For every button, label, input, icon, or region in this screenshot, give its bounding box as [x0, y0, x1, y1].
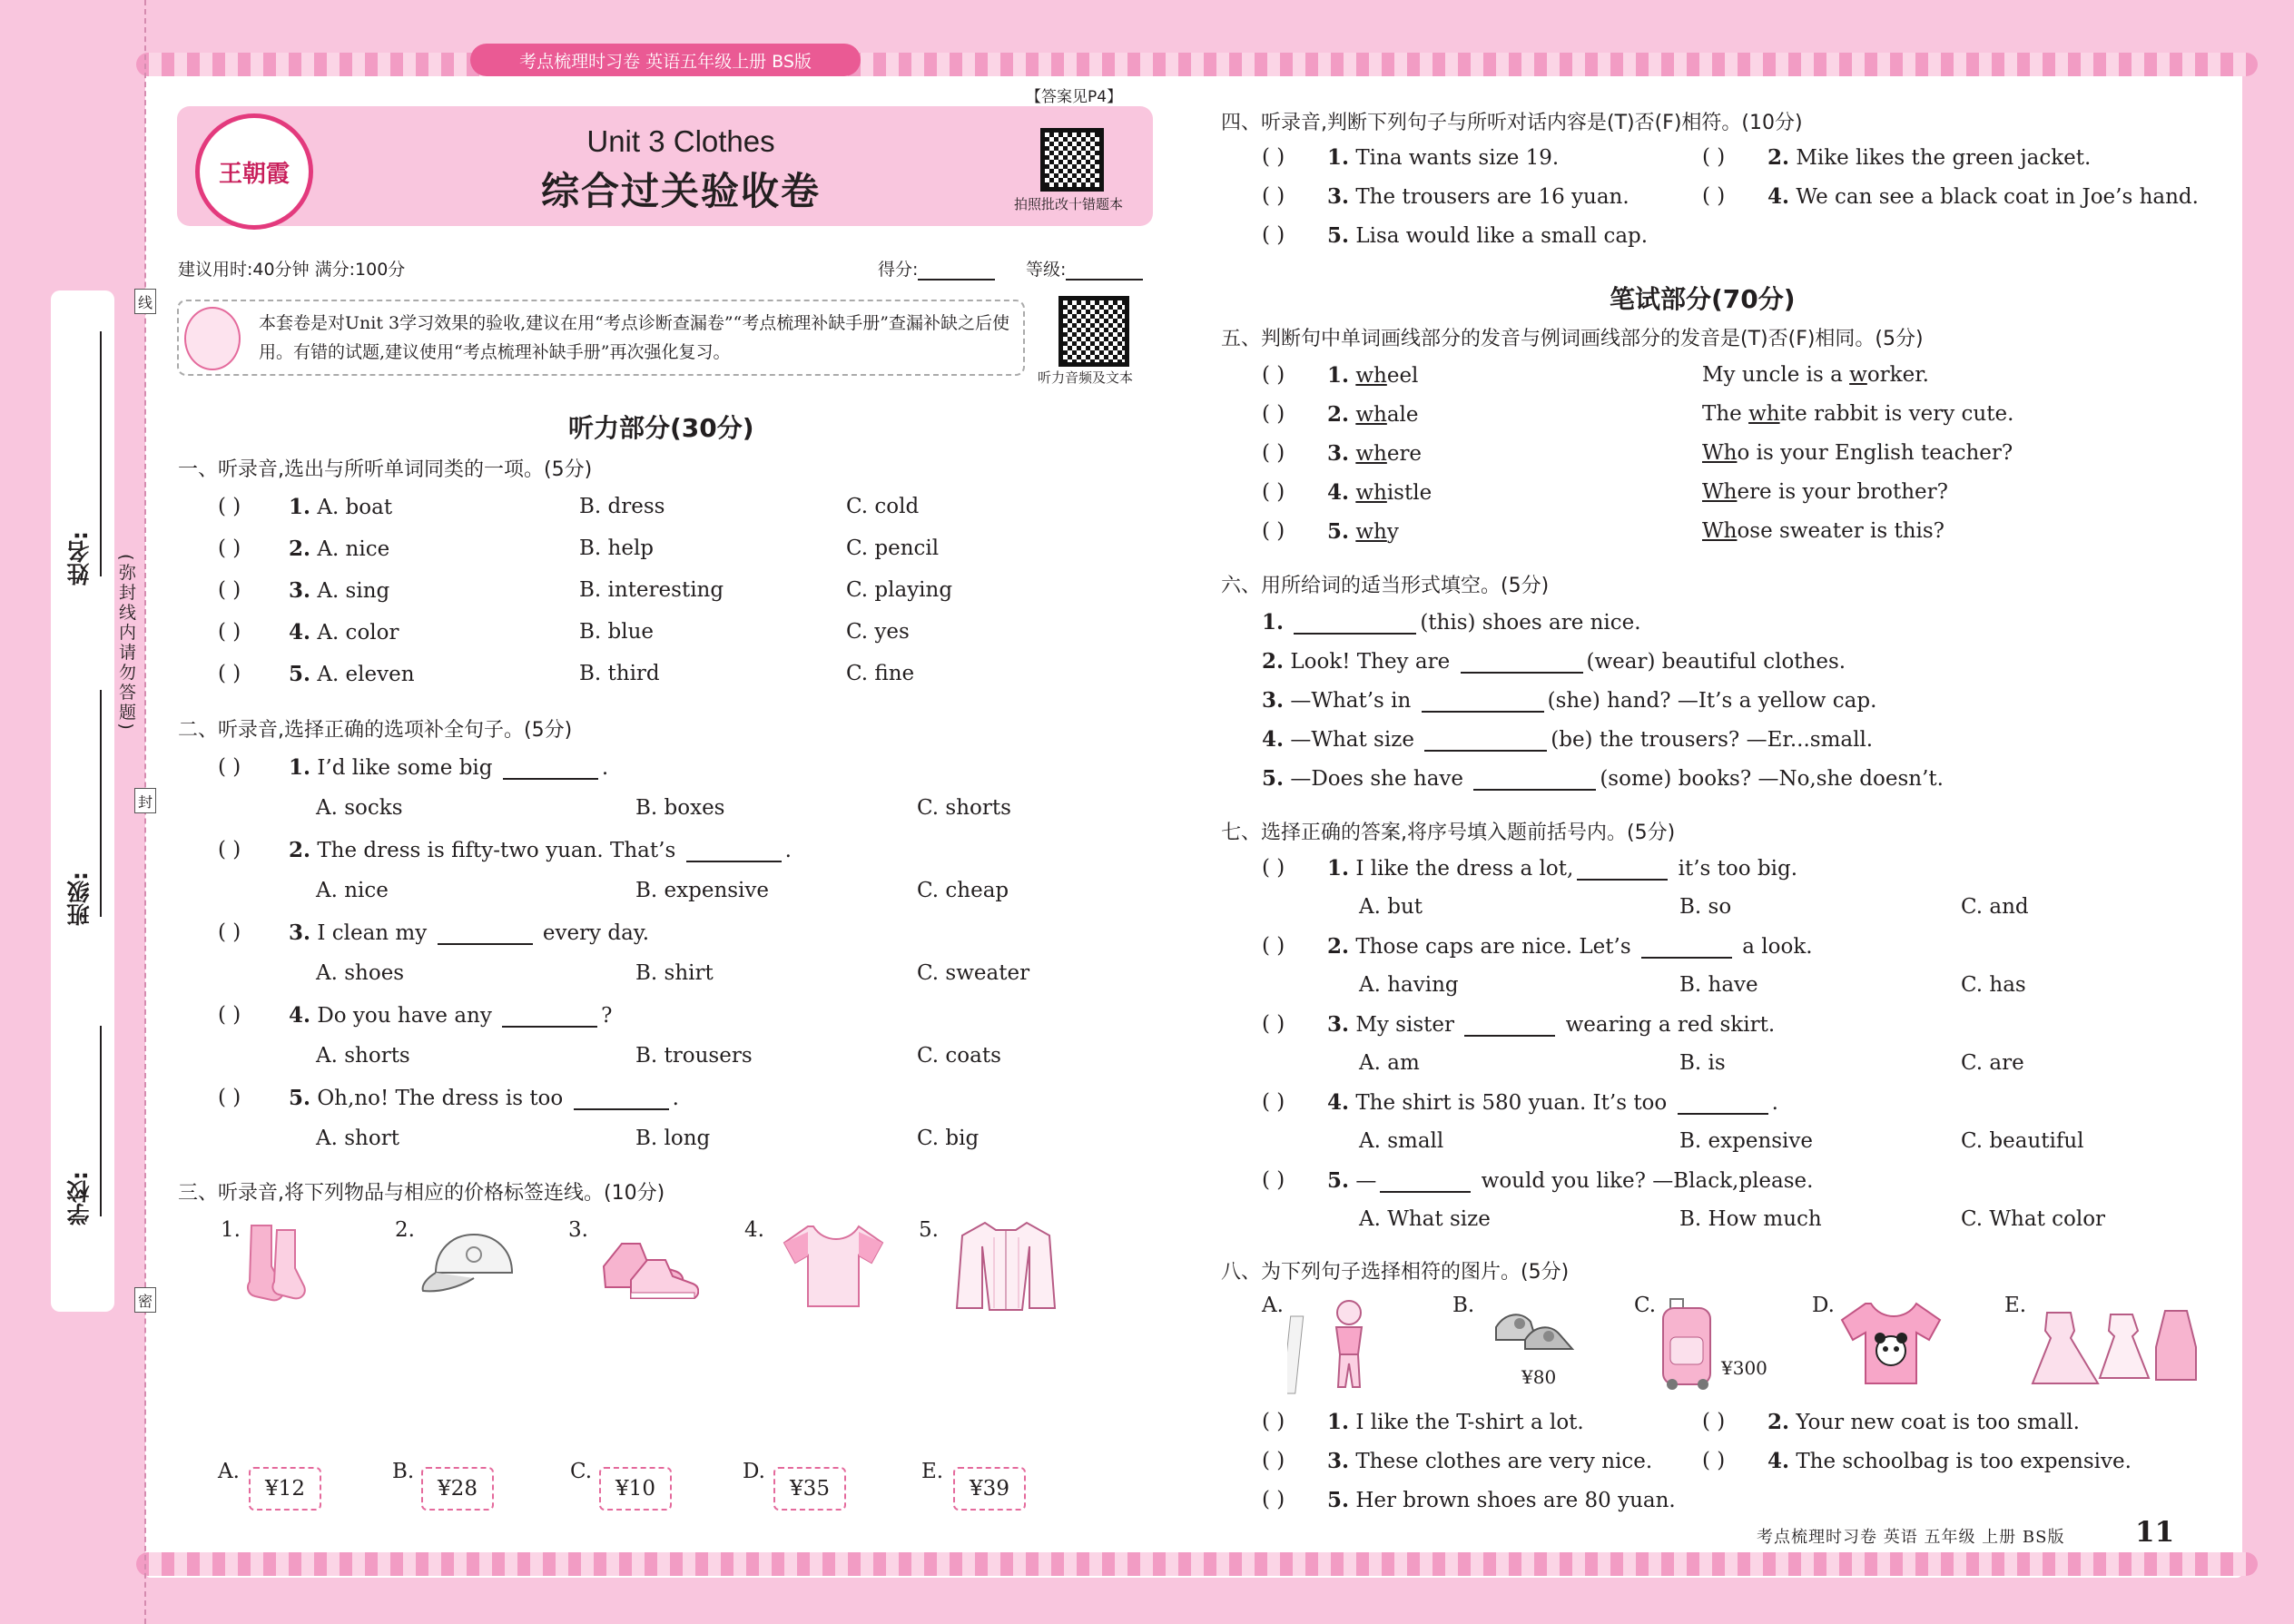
- girl-mirror-icon: [1287, 1296, 1392, 1396]
- option-b: B. is: [1679, 1051, 1726, 1075]
- class-field-label: 班级:: [66, 871, 93, 926]
- sentence-start: The dress is fifty-two yuan. That’s: [317, 839, 683, 862]
- sentence-end: every day.: [536, 921, 650, 945]
- question-number: 1.: [1262, 610, 1285, 635]
- price-tag[interactable]: ¥35: [773, 1467, 846, 1511]
- question-number: 4.: [1767, 1449, 1790, 1473]
- cut-mark-line: 线: [134, 289, 156, 314]
- class-field-line[interactable]: [100, 690, 102, 917]
- question-number: 4.: [289, 620, 311, 645]
- question-number: 4.: [1327, 1090, 1350, 1115]
- item-number: 1.: [221, 1218, 241, 1242]
- sentence-end: (some) books? —No,she doesn’t.: [1600, 767, 1944, 791]
- bottom-wave-border: [136, 1552, 2258, 1576]
- option-b: B. so: [1679, 895, 1732, 919]
- answer-blank[interactable]: [1422, 711, 1544, 713]
- question-number: 3.: [1327, 1012, 1350, 1037]
- question-number: 2.: [1327, 934, 1350, 959]
- item-number: 4.: [744, 1218, 764, 1242]
- picture-letter: A.: [1262, 1294, 1284, 1317]
- option-a: A. small: [1359, 1129, 1444, 1153]
- example-sentence: [1702, 519, 1944, 543]
- answer-parentheses[interactable]: ( ): [1262, 402, 1285, 426]
- option-c: C. pencil: [846, 536, 940, 560]
- answer-parentheses[interactable]: ( ): [218, 495, 241, 518]
- example-rest: ite rabbit is very cute.: [1779, 402, 2014, 426]
- tshirt-icon: [781, 1221, 885, 1312]
- tf-statement: [1327, 145, 1559, 170]
- sentence-start: I like the dress a lot,: [1355, 857, 1574, 881]
- question-number: 1.: [1327, 363, 1350, 388]
- price-letter: A.: [218, 1460, 240, 1483]
- price-letter: C.: [570, 1460, 593, 1483]
- section4-title: 四、听录音,判断下列句子与所听对话内容是(T)否(F)相符。(10分): [1221, 112, 1803, 134]
- answer-parentheses[interactable]: ( ): [1262, 363, 1285, 387]
- answer-parentheses[interactable]: ( ): [218, 662, 241, 685]
- qr-code-audio[interactable]: [1058, 296, 1129, 367]
- option-a: A. color: [317, 621, 399, 645]
- word-rest: ale: [1386, 403, 1419, 427]
- answer-blank[interactable]: [1461, 672, 1583, 674]
- listening-title: 听力部分(30分): [568, 413, 754, 443]
- qr-caption-correction: 拍照批改十错题本: [1014, 196, 1124, 212]
- shirt-icon: [953, 1219, 1058, 1314]
- question-number: 5.: [1327, 1488, 1350, 1512]
- seal-note: (弥封线内请勿答题): [116, 554, 136, 733]
- statement-text: Tina wants size 19.: [1355, 146, 1560, 170]
- answer-blank[interactable]: [1464, 1035, 1555, 1037]
- sentence-end: would you like? —Black,please.: [1474, 1169, 1814, 1193]
- option-b: B. expensive: [635, 879, 770, 902]
- answer-parentheses[interactable]: ( ): [1262, 1090, 1285, 1114]
- sentence-end: (this) shoes are nice.: [1420, 611, 1641, 635]
- section7-title: 七、选择正确的答案,将序号填入题前括号内。(5分): [1221, 822, 1676, 844]
- option-c: C. What color: [1961, 1207, 2106, 1231]
- top-wave-border: [136, 53, 2258, 76]
- answer-parentheses[interactable]: ( ): [1702, 145, 1726, 169]
- statement-text: We can see a black coat in Joe’s hand.: [1796, 185, 2199, 209]
- schoolbag-price: ¥300: [1721, 1357, 1767, 1379]
- answer-parentheses[interactable]: ( ): [1262, 1012, 1285, 1036]
- example-sentence: [1702, 402, 2013, 426]
- example-underlined: Wh: [1702, 480, 1738, 504]
- option-b: B. expensive: [1679, 1129, 1814, 1153]
- question-number: 2.: [1767, 1410, 1790, 1434]
- price-letter: E.: [921, 1460, 944, 1483]
- question-number: 1.: [1327, 1410, 1350, 1434]
- cap-icon: [418, 1227, 522, 1295]
- qr-code-correction[interactable]: [1040, 128, 1104, 192]
- answer-parentheses[interactable]: ( ): [218, 620, 241, 644]
- example-start: My uncle is a: [1702, 363, 1850, 387]
- option-a: A. socks: [316, 796, 403, 820]
- option-b: B. third: [579, 662, 660, 685]
- pronunciation-word: [1327, 441, 1422, 466]
- clothes-set-icon: [2029, 1305, 2201, 1387]
- price-letter: D.: [743, 1460, 765, 1483]
- question-number: 1.: [1327, 145, 1350, 170]
- option-b: B. blue: [579, 620, 655, 644]
- answer-parentheses[interactable]: ( ): [1262, 145, 1285, 169]
- answer-blank[interactable]: [1380, 1191, 1471, 1193]
- option-a: A. but: [1359, 895, 1423, 919]
- sentence-start: Look! They are: [1290, 650, 1457, 674]
- question-sentence: [1327, 1012, 1775, 1037]
- word-rest: eel: [1386, 364, 1419, 388]
- sentence-start: Oh,no! The dress is too: [317, 1087, 570, 1110]
- option-c: C. fine: [846, 662, 915, 685]
- qr-caption-audio: 听力音频及文本: [1038, 369, 1134, 386]
- answer-reference: 【答案见P4】: [1026, 88, 1123, 106]
- answer-parentheses[interactable]: ( ): [1262, 856, 1285, 880]
- sentence-end: .: [784, 839, 792, 862]
- price-tag[interactable]: ¥28: [421, 1467, 494, 1511]
- price-letter: B.: [392, 1460, 415, 1483]
- sentence-end: (be) the trousers? —Er...small.: [1551, 728, 1874, 752]
- option-c: C. cheap: [917, 879, 1009, 902]
- sentence-end: (wear) beautiful clothes.: [1586, 650, 1846, 674]
- option-a: A. am: [1359, 1051, 1420, 1075]
- grade-blank[interactable]: [1066, 279, 1143, 281]
- option-a: A. nice: [316, 879, 389, 902]
- cut-mark-seal: 封: [134, 788, 156, 813]
- option-a: A. sing: [317, 579, 390, 603]
- answer-blank[interactable]: [503, 778, 598, 780]
- option-c: C. playing: [846, 578, 953, 602]
- option-c: C. big: [917, 1127, 980, 1150]
- question-number: 3.: [289, 920, 311, 945]
- option-a: A. nice: [317, 537, 390, 561]
- fill-blank-item: [1262, 727, 1873, 752]
- question-number: 4.: [1327, 480, 1350, 505]
- option-a: A. having: [1359, 973, 1459, 997]
- sentence-end: .: [1771, 1091, 1778, 1115]
- brand-logo: 王朝霞: [195, 113, 313, 230]
- question-item: [289, 578, 389, 603]
- page-title: 综合过关验收卷: [540, 169, 821, 213]
- option-a: A. What size: [1359, 1207, 1491, 1231]
- answer-parentheses[interactable]: ( ): [218, 1086, 241, 1109]
- example-underlined: Wh: [1702, 519, 1738, 543]
- option-a: A. boat: [317, 496, 393, 519]
- answer-parentheses[interactable]: ( ): [1262, 1168, 1285, 1192]
- question-number: 5.: [1262, 766, 1285, 791]
- option-b: B. long: [635, 1127, 711, 1150]
- option-c: C. yes: [846, 620, 910, 644]
- seal-sidebar: [51, 290, 114, 1312]
- sentence-start: —What’s in: [1290, 689, 1418, 713]
- footer-series: 考点梳理时习卷 英语 五年级 上册 BS版: [1757, 1528, 2065, 1547]
- question-number: 2.: [1262, 649, 1285, 674]
- sentence-start: —: [1355, 1169, 1377, 1193]
- underlined-letters: wh: [1355, 364, 1387, 388]
- answer-parentheses[interactable]: ( ): [1262, 934, 1285, 958]
- option-c: C. and: [1961, 895, 2029, 919]
- example-sentence: [1702, 480, 1948, 504]
- question-sentence: [1327, 1168, 1813, 1193]
- section2-title: 二、听录音,选择正确的选项补全句子。(5分): [178, 719, 573, 742]
- word-rest: ere: [1386, 442, 1423, 466]
- example-rest: ere is your brother?: [1737, 480, 1948, 504]
- answer-parentheses[interactable]: ( ): [1702, 1410, 1726, 1433]
- sentence-text: The schoolbag is too expensive.: [1796, 1450, 2132, 1473]
- question-number: 4.: [1767, 184, 1790, 209]
- tf-statement: [1327, 184, 1629, 209]
- sentence-text: Her brown shoes are 80 yuan.: [1355, 1489, 1676, 1512]
- question-sentence: [1327, 1090, 1778, 1115]
- picture-match-sentence: [1327, 1410, 1584, 1434]
- option-a: A. eleven: [317, 663, 415, 686]
- question-item: [289, 620, 399, 645]
- question-sentence: [289, 838, 792, 862]
- question-number: 1.: [289, 755, 311, 780]
- grade-label: 等级:: [1026, 260, 1067, 280]
- price-tag[interactable]: ¥10: [599, 1467, 672, 1511]
- sentence-start: Do you have any: [317, 1004, 499, 1028]
- pronunciation-word: [1327, 519, 1399, 544]
- example-rest: orker.: [1866, 363, 1929, 387]
- sentence-end: .: [601, 756, 609, 780]
- question-sentence: [289, 1003, 613, 1028]
- shoes-price: ¥80: [1521, 1366, 1557, 1388]
- example-sentence: [1702, 363, 1929, 387]
- option-c: C. sweater: [917, 961, 1030, 985]
- cut-mark-dense: 密: [134, 1287, 156, 1313]
- picture-letter: D.: [1812, 1294, 1835, 1317]
- example-rest: o is your English teacher?: [1737, 441, 2013, 465]
- underlined-letters: wh: [1355, 442, 1387, 466]
- example-underlined: wh: [1748, 402, 1780, 426]
- page-number: 11: [2135, 1516, 2175, 1549]
- option-b: B. How much: [1679, 1207, 1822, 1231]
- question-item: [289, 536, 389, 561]
- panda-tshirt-icon: [1838, 1298, 1943, 1389]
- question-number: 5.: [1327, 519, 1350, 544]
- pronunciation-word: [1327, 363, 1418, 388]
- price-tag[interactable]: ¥39: [953, 1467, 1026, 1511]
- option-b: B. help: [579, 536, 655, 560]
- underlined-letters: wh: [1355, 403, 1387, 427]
- price-tag[interactable]: ¥12: [249, 1467, 321, 1511]
- sentence-end: a look.: [1735, 935, 1813, 959]
- answer-parentheses[interactable]: ( ): [1262, 1410, 1285, 1433]
- example-underlined: w: [1849, 363, 1867, 387]
- score-blank[interactable]: [918, 279, 995, 281]
- fill-blank-item: [1262, 649, 1846, 674]
- option-a: A. shorts: [316, 1044, 410, 1068]
- answer-blank[interactable]: [1424, 750, 1547, 752]
- sneakers-icon: [595, 1225, 699, 1307]
- question-number: 3.: [1327, 1449, 1350, 1473]
- tf-statement: [1767, 184, 2199, 209]
- schoolbag-icon: [1658, 1294, 1721, 1393]
- answer-blank[interactable]: [1577, 879, 1668, 881]
- item-number: 2.: [395, 1218, 415, 1242]
- question-number: 4.: [289, 1003, 311, 1028]
- answer-blank[interactable]: [574, 1108, 669, 1110]
- word-rest: y: [1386, 520, 1399, 544]
- series-tab: 考点梳理时习卷 英语五年级上册 BS版: [470, 44, 861, 76]
- option-b: B. have: [1679, 973, 1758, 997]
- girl-mascot-icon: [184, 307, 241, 370]
- example-underlined: Wh: [1702, 441, 1738, 465]
- option-b: B. interesting: [579, 578, 724, 602]
- answer-parentheses[interactable]: ( ): [1262, 1488, 1285, 1511]
- sentence-start: The shirt is 580 yuan. It’s too: [1355, 1091, 1674, 1115]
- answer-blank[interactable]: [1678, 1113, 1768, 1115]
- name-field-label: 姓名:: [66, 531, 93, 586]
- question-sentence: [289, 755, 608, 780]
- sentence-start: I clean my: [317, 921, 434, 945]
- option-c: C. are: [1961, 1051, 2024, 1075]
- question-number: 5.: [1327, 1168, 1350, 1193]
- statement-text: Mike likes the green jacket.: [1796, 146, 2092, 170]
- answer-parentheses[interactable]: ( ): [1262, 1449, 1285, 1472]
- question-number: 3.: [289, 578, 311, 603]
- underlined-letters: wh: [1355, 520, 1387, 544]
- example-start: The: [1702, 402, 1749, 426]
- sentence-text: I like the T-shirt a lot.: [1355, 1411, 1584, 1434]
- picture-match-sentence: [1767, 1449, 2132, 1473]
- option-b: B. boxes: [635, 796, 725, 820]
- question-number: 5.: [1327, 223, 1350, 248]
- sentence-text: Your new coat is too small.: [1796, 1411, 2080, 1434]
- option-a: A. shoes: [316, 961, 405, 985]
- option-c: C. coats: [917, 1044, 1001, 1068]
- sentence-text: These clothes are very nice.: [1355, 1450, 1653, 1473]
- picture-match-sentence: [1327, 1488, 1676, 1512]
- answer-parentheses[interactable]: ( ): [218, 920, 241, 944]
- answer-parentheses[interactable]: ( ): [1702, 184, 1726, 208]
- sentence-start: —What size: [1290, 728, 1422, 752]
- answer-parentheses[interactable]: ( ): [1262, 480, 1285, 504]
- option-c: C. cold: [846, 495, 920, 518]
- option-c: C. shorts: [917, 796, 1011, 820]
- section6-title: 六、用所给词的适当形式填空。(5分): [1221, 575, 1550, 597]
- pronunciation-word: [1327, 480, 1432, 505]
- answer-blank[interactable]: [438, 943, 533, 945]
- question-item: [289, 662, 415, 686]
- time-score-info: 建议用时:40分钟 满分:100分: [178, 260, 406, 280]
- socks-icon: [241, 1221, 313, 1307]
- section1-title: 一、听录音,选出与所听单词同类的一项。(5分): [178, 458, 593, 481]
- sentence-end: wearing a red skirt.: [1559, 1013, 1776, 1037]
- question-number: 3.: [1327, 184, 1350, 209]
- answer-blank[interactable]: [502, 1026, 597, 1028]
- question-sentence: [289, 920, 649, 945]
- unit-title: Unit 3 Clothes: [586, 124, 775, 158]
- question-number: 2.: [1327, 402, 1350, 427]
- option-c: C. beautiful: [1961, 1129, 2084, 1153]
- picture-letter: B.: [1452, 1294, 1475, 1317]
- score-label: 得分:: [878, 260, 919, 280]
- question-number: 1.: [289, 495, 311, 519]
- question-number: 4.: [1262, 727, 1285, 752]
- question-sentence: [1327, 856, 1797, 881]
- answer-parentheses[interactable]: ( ): [218, 755, 241, 779]
- sentence-start: I’d like some big: [317, 756, 499, 780]
- sentence-end: (she) hand? —It’s a yellow cap.: [1547, 689, 1877, 713]
- intro-text: 本套卷是对Unit 3学习效果的验收,建议在用“考点诊断查漏卷”“考点梳理补缺手册”查漏补缺之后使用。有错的试题,建议使用“考点梳理补缺手册”再次强化复习。: [259, 313, 1009, 362]
- statement-text: Lisa would like a small cap.: [1355, 224, 1649, 248]
- question-sentence: [1327, 934, 1813, 959]
- item-number: 5.: [919, 1218, 939, 1242]
- question-number: 5.: [289, 662, 311, 686]
- picture-letter: C.: [1634, 1294, 1657, 1317]
- answer-blank[interactable]: [1641, 957, 1732, 959]
- example-sentence: [1702, 441, 2013, 465]
- answer-parentheses[interactable]: ( ): [218, 1003, 241, 1027]
- answer-parentheses[interactable]: ( ): [1262, 441, 1285, 465]
- fill-blank-item: [1262, 610, 1641, 635]
- answer-parentheses[interactable]: ( ): [1262, 223, 1285, 247]
- question-number: 5.: [289, 1086, 311, 1110]
- name-field-line[interactable]: [100, 331, 102, 576]
- example-rest: ose sweater is this?: [1737, 519, 1945, 543]
- sentence-end: .: [672, 1087, 679, 1110]
- sentence-start: My sister: [1355, 1013, 1462, 1037]
- section8-title: 八、为下列句子选择相符的图片。(5分): [1221, 1261, 1570, 1284]
- tf-statement: [1327, 223, 1648, 248]
- picture-match-sentence: [1327, 1449, 1652, 1473]
- option-b: B. shirt: [635, 961, 714, 985]
- option-a: A. short: [316, 1127, 399, 1150]
- tf-statement: [1767, 145, 2091, 170]
- sentence-end: ?: [601, 1004, 613, 1028]
- answer-parentheses[interactable]: ( ): [1262, 519, 1285, 543]
- picture-letter: E.: [2004, 1294, 2027, 1317]
- item-number: 3.: [568, 1218, 588, 1242]
- answer-parentheses[interactable]: ( ): [218, 838, 241, 861]
- question-number: 2.: [289, 536, 311, 561]
- question-sentence: [289, 1086, 679, 1110]
- question-number: 2.: [289, 838, 311, 862]
- school-field-label: 学校:: [66, 1171, 93, 1225]
- pronunciation-word: [1327, 402, 1419, 427]
- school-field-line[interactable]: [100, 1026, 102, 1216]
- section3-title: 三、听录音,将下列物品与相应的价格标签连线。(10分): [178, 1182, 665, 1205]
- question-number: 1.: [1327, 856, 1350, 881]
- statement-text: The trousers are 16 yuan.: [1355, 185, 1629, 209]
- answer-parentheses[interactable]: ( ): [218, 578, 241, 602]
- answer-parentheses[interactable]: ( ): [1702, 1449, 1726, 1472]
- sentence-start: Those caps are nice. Let’s: [1355, 935, 1638, 959]
- question-number: 2.: [1767, 145, 1790, 170]
- writing-title: 笔试部分(70分): [1610, 284, 1796, 314]
- fill-blank-item: [1262, 766, 1944, 791]
- answer-blank[interactable]: [686, 861, 782, 862]
- underlined-letters: wh: [1355, 481, 1387, 505]
- question-number: 3.: [1262, 688, 1285, 713]
- brown-shoes-icon: [1489, 1300, 1580, 1363]
- option-b: B. dress: [579, 495, 665, 518]
- answer-parentheses[interactable]: ( ): [218, 536, 241, 560]
- question-item: [289, 495, 392, 519]
- answer-parentheses[interactable]: ( ): [1262, 184, 1285, 208]
- section5-title: 五、判断句中单词画线部分的发音与例词画线部分的发音是(T)否(F)相同。(5分): [1221, 328, 1924, 350]
- question-number: 3.: [1327, 441, 1350, 466]
- sentence-start: —Does she have: [1290, 767, 1471, 791]
- picture-match-sentence: [1767, 1410, 2080, 1434]
- option-b: B. trousers: [635, 1044, 753, 1068]
- option-c: C. has: [1961, 973, 2026, 997]
- word-rest: istle: [1386, 481, 1433, 505]
- answer-blank[interactable]: [1473, 789, 1596, 791]
- fill-blank-item: [1262, 688, 1876, 713]
- sentence-end: it’s too big.: [1671, 857, 1798, 881]
- answer-blank[interactable]: [1294, 633, 1416, 635]
